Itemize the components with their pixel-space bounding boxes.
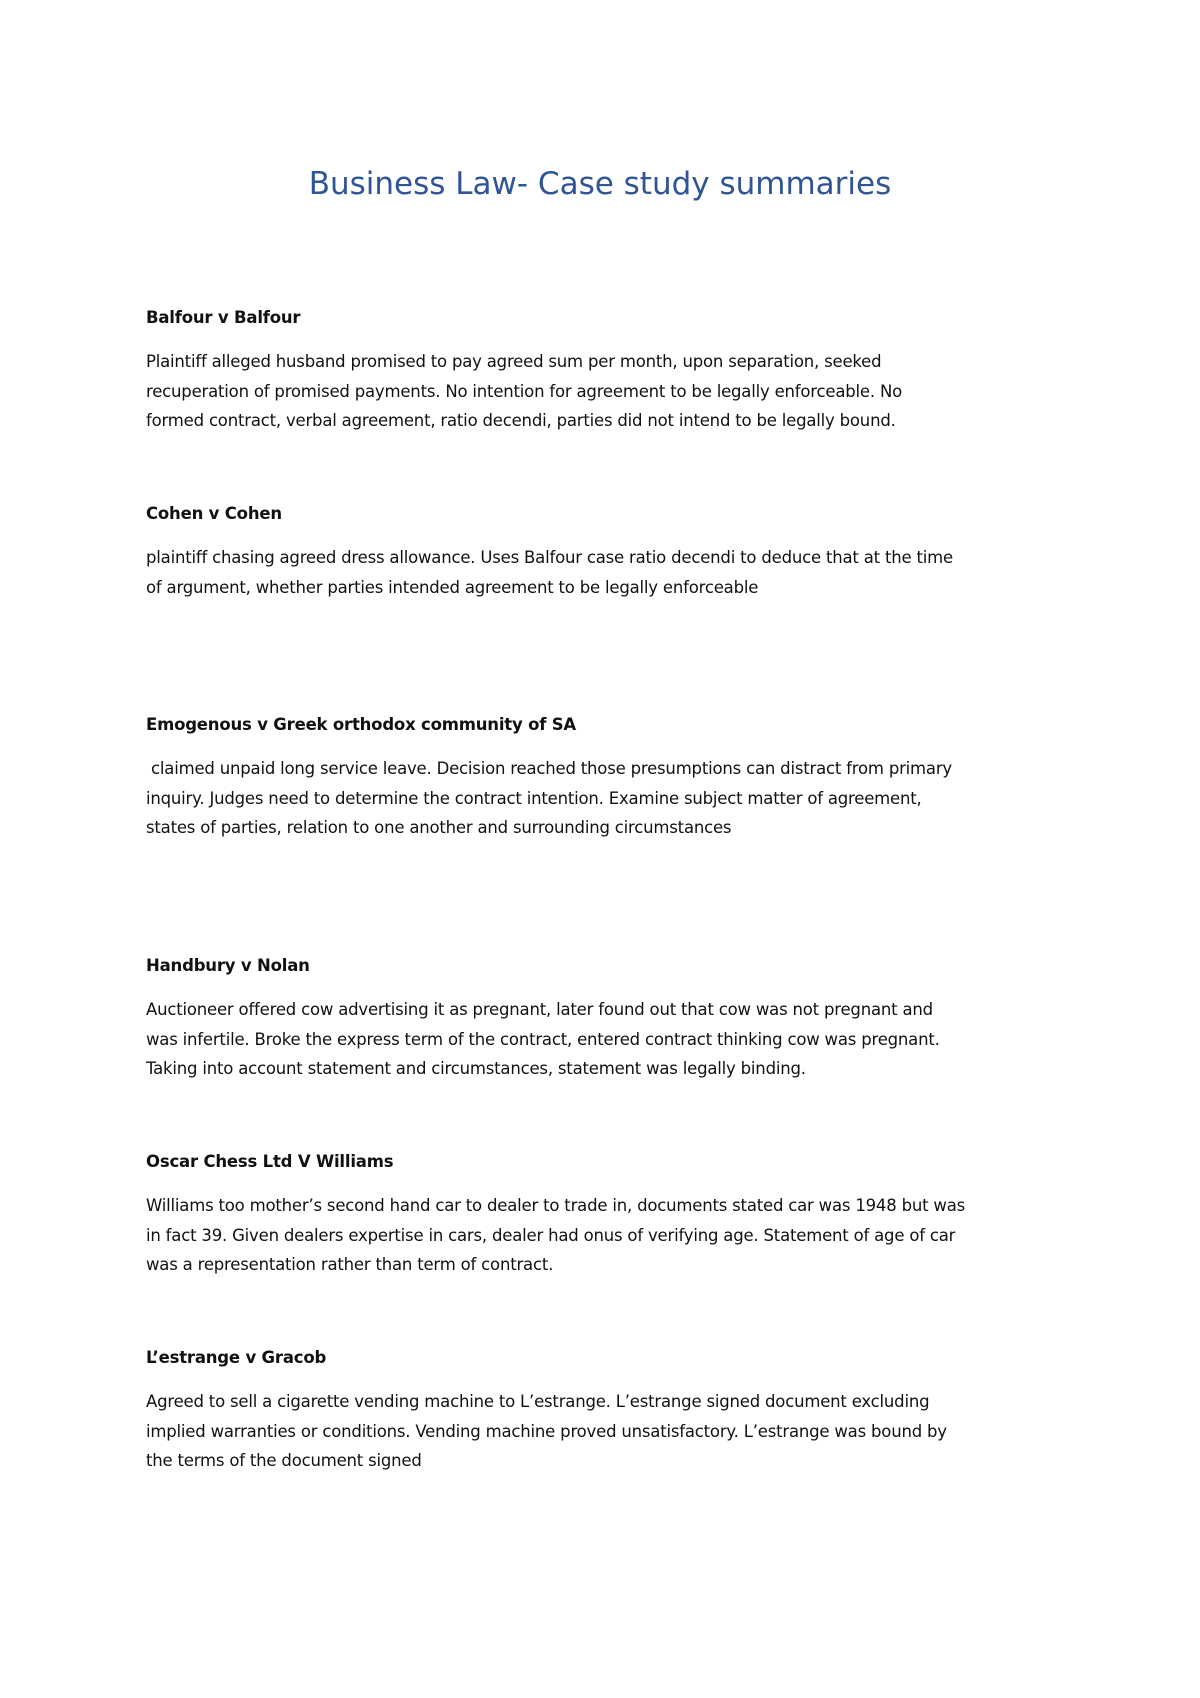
case-summary: claimed unpaid long service leave. Decision reached those presumptions can distract from primary inquiry. Judges need to determine the contract intention. Examine subject matter of agreement, states of parties, relation to one another and surrounding circumstances xyxy=(146,759,952,837)
case-heading: Emogenous v Greek orthodox community of SA xyxy=(146,715,577,734)
case-heading: Cohen v Cohen xyxy=(146,504,282,523)
case-heading: Balfour v Balfour xyxy=(146,308,301,327)
case-heading: Oscar Chess Ltd V Williams xyxy=(146,1152,394,1171)
case-summary: Auctioneer offered cow advertising it as pregnant, later found out that cow was not pregnant and was infertile. Broke the express term of the contract, entered contract thinking cow was pregnant. Taking into account statement and circumstances, statement was legally binding. xyxy=(146,1000,940,1078)
case-section xyxy=(146,1347,1066,1476)
case-summary: Agreed to sell a cigarette vending machine to L’estrange. L’estrange signed document excluding implied warranties or conditions. Vending machine proved unsatisfactory. L’estrange was bound by the terms of the document signed xyxy=(146,1392,947,1470)
case-section xyxy=(146,307,1066,436)
case-section xyxy=(146,714,1066,843)
case-section xyxy=(146,955,1066,1084)
case-summary: plaintiff chasing agreed dress allowance. Uses Balfour case ratio decendi to deduce that at the time of argument, whether parties intended agreement to be legally enforceable xyxy=(146,548,953,597)
case-heading: L’estrange v Gracob xyxy=(146,1348,327,1367)
case-heading: Handbury v Nolan xyxy=(146,956,310,975)
case-section xyxy=(146,1151,1066,1280)
case-section xyxy=(146,503,1066,602)
document-title: Business Law- Case study summaries xyxy=(308,166,892,202)
case-summary: Plaintiff alleged husband promised to pay agreed sum per month, upon separation, seeked recuperation of promised payments. No intention for agreement to be legally enforceable. No formed contract, verbal agreement, ratio decendi, parties did not intend to be legally bound. xyxy=(146,352,902,430)
case-summary: Williams too mother’s second hand car to dealer to trade in, documents stated car was 1948 but was in fact 39. Given dealers expertise in cars, dealer had onus of verifying age. Statement of age of car was a representation rather than term of contract. xyxy=(146,1196,966,1274)
